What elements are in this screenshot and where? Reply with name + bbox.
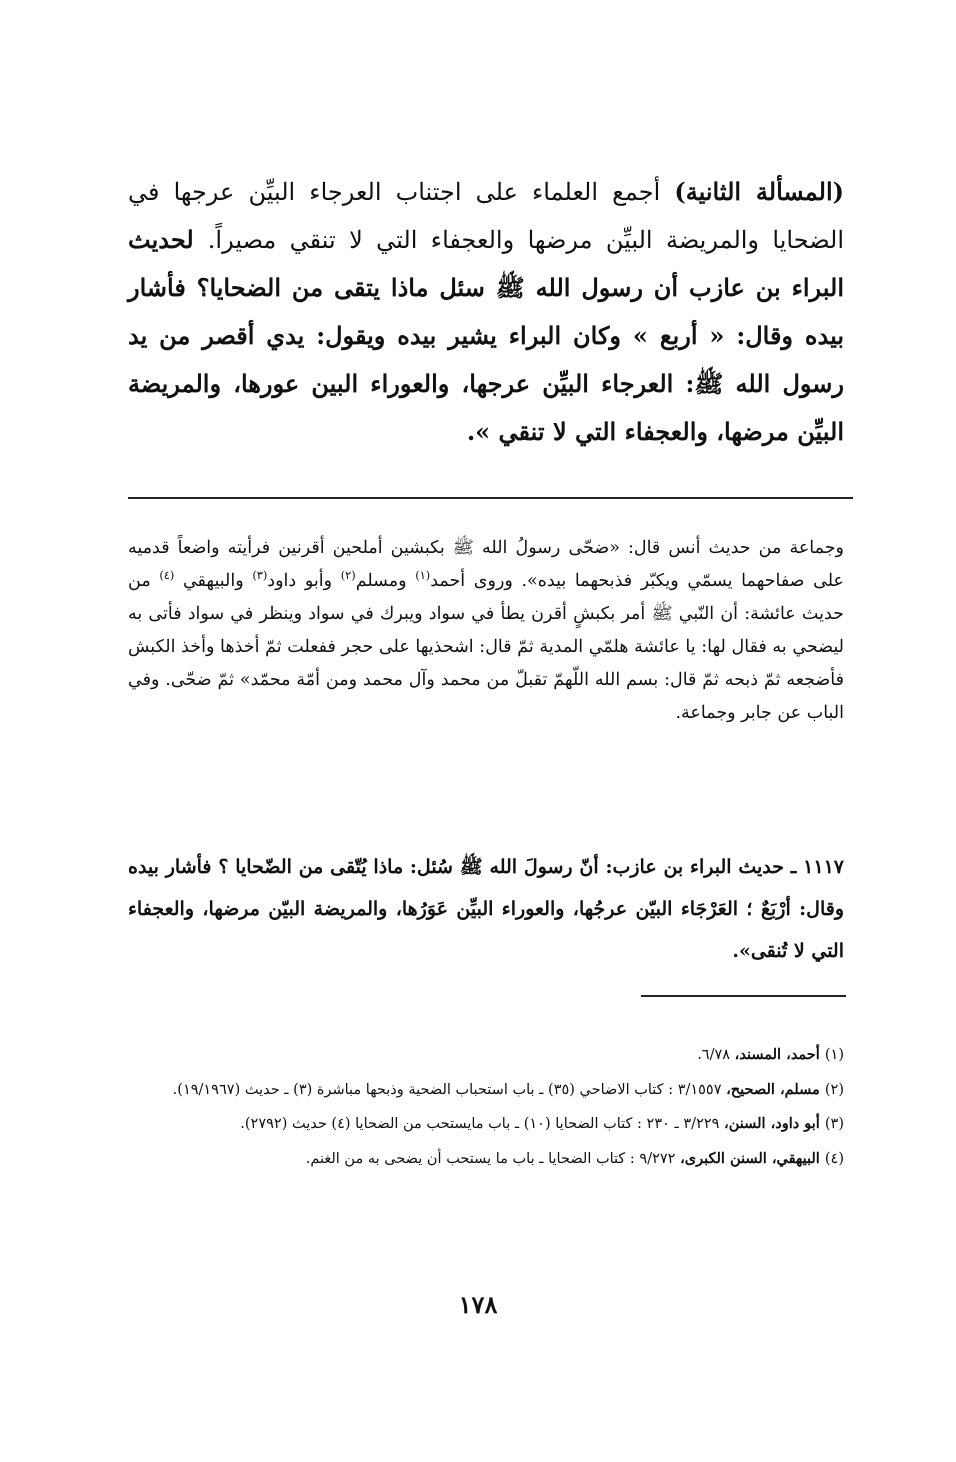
hadith-1117-text: ١١١٧ ـ حديث البراء بن عازب: أنّ رسولَ الله ﷺ سُئل: ماذا يُتّقى من الضّحايا ؟ فأشار بيده وقال: أرْبَعٌ ؛ العَرْجَاء البيّن عرجُها، والعوراء البيِّن عَوَرُها، والمريضة البيّن مرضها، والعجفاء التي لا تُنقى».	[128, 856, 844, 962]
footnote-detail: ٣/١٥٥٧ : كتاب الاضاحي (٣٥) ـ باب استحباب الضحية وذبحها مباشرة (٣) ـ حديث (١٩/١٩٦٧).	[172, 1081, 727, 1098]
footnote-ref-2[interactable]: (٢)	[340, 568, 356, 583]
commentary-text-d: والبيهقي	[174, 571, 253, 591]
footnotes	[128, 1040, 844, 1178]
commentary-text-a: وجماعة من حديث أنس قال: «ضحّى رسولُ الله ﷺ بكبشين أملحين أقرنين فرأيته واضعاً قدميه على صفاحهما يسمّي ويكبّر فذبحهما بيده». وروى أحمد	[128, 538, 844, 591]
footnote-source: أبو داود، السنن،	[724, 1115, 825, 1132]
footnote-source: أحمد، المسند،	[734, 1046, 825, 1063]
footnote-ref-1[interactable]: (١)	[415, 568, 431, 583]
footnote-2	[128, 1075, 844, 1106]
footnote-detail: ٦/٧٨.	[697, 1047, 735, 1063]
footnote-detail: ٩/٢٧٢ : كتاب الضحايا ـ باب ما يستحب أن يضحى به من الغنم.	[305, 1150, 681, 1167]
footnote-1	[128, 1040, 844, 1071]
footnote-4	[128, 1144, 844, 1175]
footnote-3	[128, 1109, 844, 1140]
hadith-commentary	[128, 532, 844, 730]
commentary-text-b: ومسلم	[355, 571, 416, 591]
main-text-part2: لحديث البراء بن عازب أن رسول الله ﷺ سئل ماذا يتقى من الضحايا؟ فأشار بيده وقال: « أربع » وكان البراء يشير بيده ويقول: يدي أقصر من يد رسول الله ﷺ: العرجاء البيِّن عرجها، والعوراء البين عورها، والمريضة البيِّن مرضها، والعجفاء التي لا تنقي ».	[128, 225, 844, 446]
page-number: ١٧٨	[458, 1290, 498, 1319]
footnote-number: (٣)	[824, 1116, 844, 1132]
footnote-ref-3[interactable]: (٣)	[252, 568, 268, 583]
hadith-1117	[128, 846, 844, 972]
main-text-part1: أجمع العلماء على اجتناب العرجاء البيِّن عرجها في الضحايا والمريضة البيِّن مرضها والعجفاء التي لا تنقي مصيراً.	[128, 178, 844, 254]
footnote-source: البيهقي، السنن الكبرى،	[680, 1149, 825, 1167]
footnote-source: مسلم، الصحيح،	[726, 1080, 825, 1098]
main-paragraph	[128, 168, 844, 456]
footnote-number: (٢)	[824, 1081, 844, 1098]
footnote-ref-4[interactable]: (٤)	[159, 568, 175, 583]
issue-heading: (المسألة الثانية)	[674, 177, 845, 206]
footnote-number: (٤)	[824, 1150, 844, 1167]
section-divider	[128, 497, 853, 499]
commentary-text-e: من حديث عائشة: أن النّبي ﷺ أمر بكبشٍ أقرن يطأ في سواد ويبرك في سواد وينظر في سواد فأتى به ليضحي به فقال لها: يا عائشة هلمّي المدية ثمّ قال: اشحذيها على حجر ففعلت ثمّ أخذها وأخذ الكبش فأضجعه ثمّ ذبحه ثمّ قال: بسم الله اللّهمّ تقبلّ من محمد وآل محمد ومن أمّة محمّد» ثمّ ضحّى. وفي الباب عن جابر وجماعة.	[128, 571, 844, 723]
footnote-number: (١)	[824, 1047, 844, 1063]
commentary-text-c: وأبو داود	[267, 571, 341, 591]
footnote-divider	[641, 995, 846, 997]
footnote-detail: ٣/٢٢٩ ـ ٢٣٠ : كتاب الضحايا (١٠) ـ باب مايستحب من الضحايا (٤) حديث (٢٧٩٢).	[240, 1116, 725, 1132]
